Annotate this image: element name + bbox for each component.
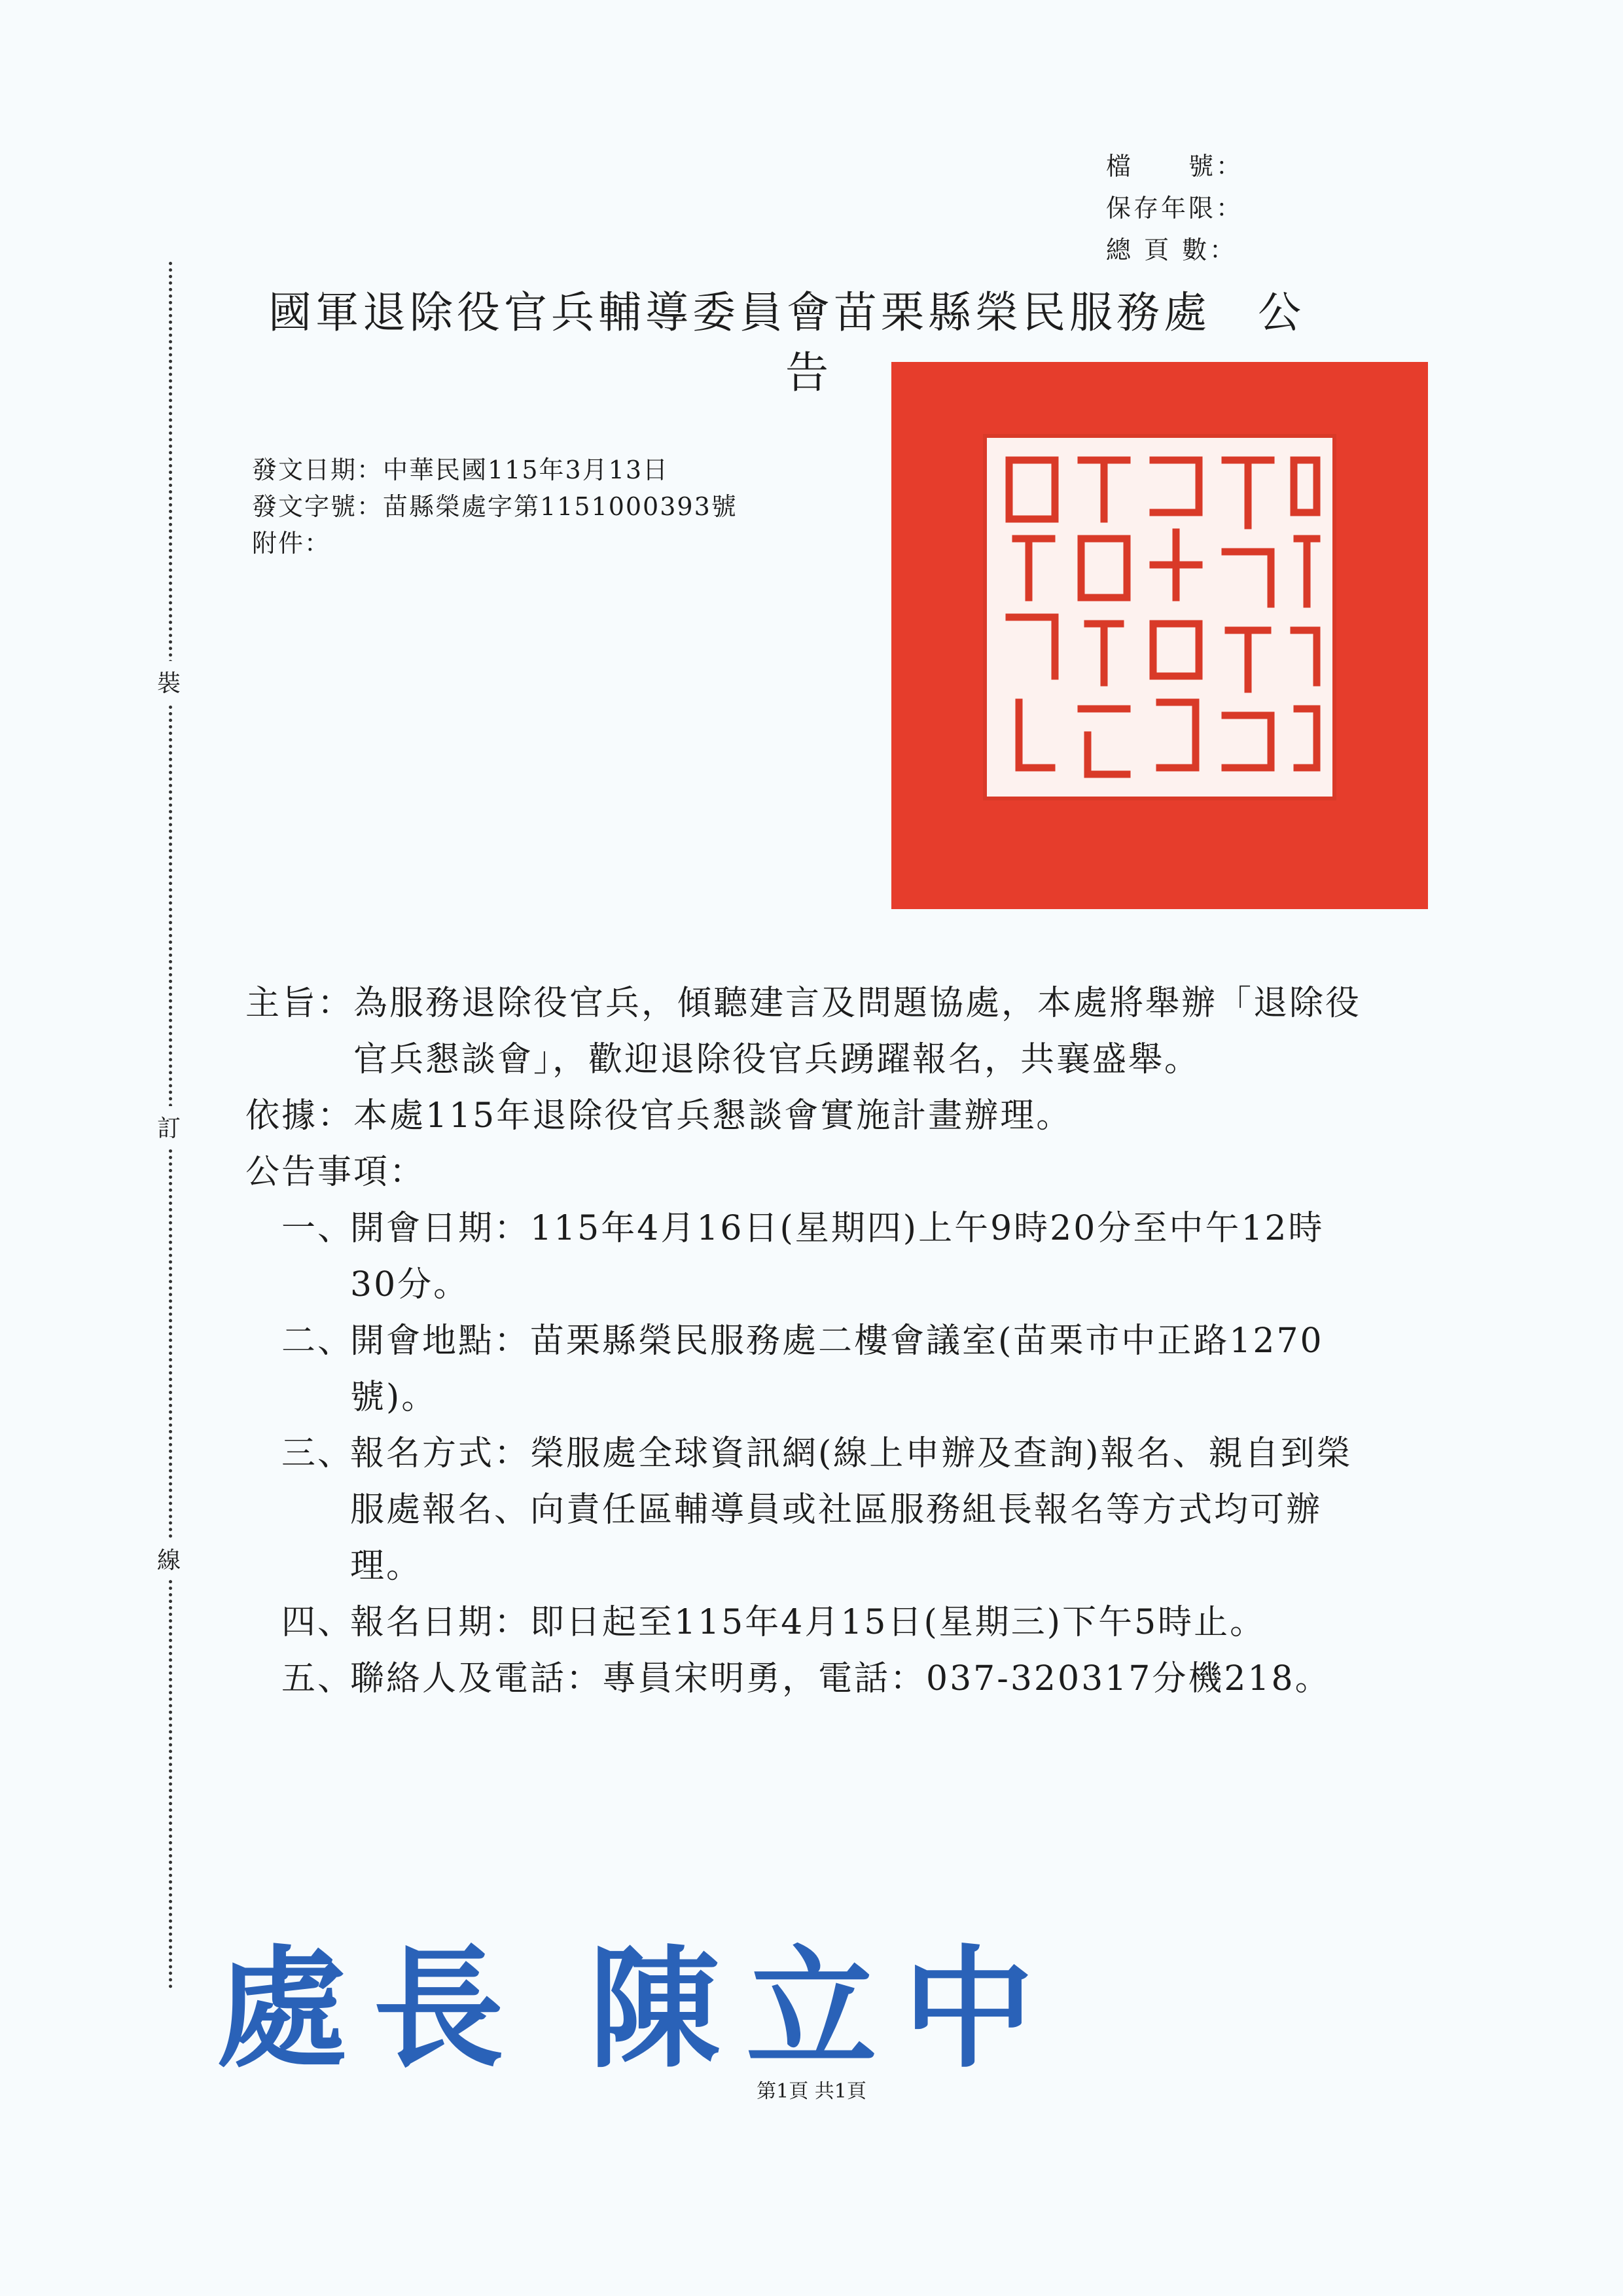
subject-paragraph: [245, 975, 1371, 1088]
notice-label: 公告事項：: [245, 1153, 426, 1192]
official-seal: [891, 362, 1428, 909]
item-text: 報名日期：即日起至115年4月15日(星期三)下午5時止。: [350, 1603, 1266, 1642]
item-number: 三、: [281, 1434, 354, 1473]
issue-date: 發文日期：中華民國115年3月13日: [252, 456, 669, 484]
attachment-label: 附件：: [252, 529, 331, 558]
item-number: 四、: [281, 1603, 354, 1642]
basis-text: 本處115年退除役官兵懇談會實施計畫辦理。: [353, 1096, 1073, 1136]
binding-char-zhuang: 裝: [157, 661, 181, 702]
binding-char-xian: 線: [157, 1538, 181, 1579]
item-text: 開會地點：苗栗縣榮民服務處二樓會議室(苗栗市中正路1270號)。: [350, 1321, 1324, 1417]
item-text: 報名方式：榮服處全球資訊網(線上申辦及查詢)報名、親自到榮服處報名、向責任區輔導員或社區服務組長報名等方式均可辦理。: [350, 1434, 1353, 1586]
notice-item: [281, 1651, 1371, 1707]
binding-char-ding: 訂: [157, 1106, 181, 1147]
item-number: 一、: [281, 1209, 354, 1248]
retention-label: 保存年限：: [1106, 194, 1244, 223]
item-number: 五、: [281, 1659, 354, 1698]
file-number-label: 檔 號：: [1106, 152, 1244, 181]
item-text: 開會日期：115年4月16日(星期四)上午9時20分至中午12時30分。: [350, 1209, 1325, 1304]
notice-items: [245, 1200, 1371, 1707]
notice-item: [281, 1200, 1371, 1313]
director-signature-stamp: [216, 1905, 1060, 2092]
file-meta: [1106, 145, 1289, 271]
notice-heading: [245, 1144, 1371, 1200]
title-line-2: 告: [785, 348, 832, 398]
document-body: [245, 975, 1371, 1707]
item-number: 二、: [281, 1321, 354, 1361]
basis-label: 依據：: [245, 1096, 354, 1136]
document-number: 發文字號：苗縣榮處字第1151000393號: [252, 492, 738, 521]
subject-label: 主旨：: [245, 984, 354, 1023]
signature-title: 處長: [216, 1932, 531, 2086]
title-line-1: 國軍退除役官兵輔導委員會苗栗縣榮民服務處 公: [268, 287, 1305, 338]
subject-text: 為服務退除役官兵，傾聽建言及問題協處，本處將舉辦「退除役官兵懇談會」，歡迎退除役官兵踴躍報名，共襄盛舉。: [353, 984, 1362, 1079]
total-pages-label: 總 頁 數：: [1106, 236, 1238, 264]
signature-name: 陳立中: [589, 1932, 1061, 2086]
item-text: 聯絡人及電話：專員宋明勇，電話：037-320317分機218。: [350, 1659, 1331, 1698]
seal-script-mark: [990, 440, 1330, 794]
basis-paragraph: [245, 1088, 1371, 1144]
notice-item: [281, 1313, 1371, 1426]
document-info: [252, 452, 738, 562]
notice-item: [281, 1426, 1371, 1594]
page-footer: 第1頁 共1頁: [757, 2080, 866, 2103]
notice-item: [281, 1594, 1371, 1651]
